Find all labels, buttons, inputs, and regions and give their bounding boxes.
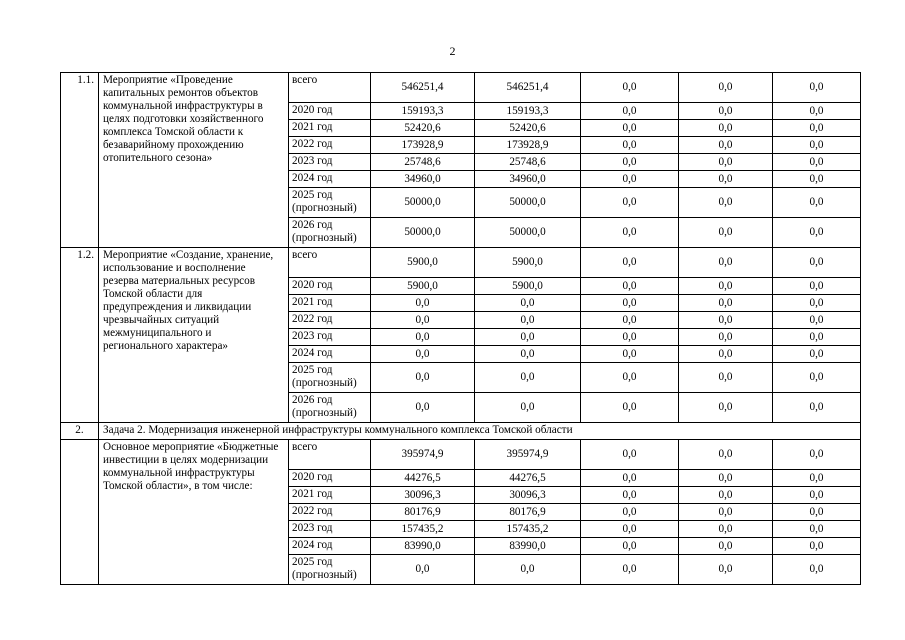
amount-cell: 0,0 xyxy=(475,555,581,585)
amount-cell: 0,0 xyxy=(475,329,581,346)
amount-cell: 83990,0 xyxy=(475,538,581,555)
amount-cell: 0,0 xyxy=(581,278,679,295)
amount-cell: 0,0 xyxy=(581,555,679,585)
amount-cell: 0,0 xyxy=(581,521,679,538)
amount-cell: 50000,0 xyxy=(371,218,475,248)
amount-cell: 0,0 xyxy=(371,555,475,585)
amount-cell: 0,0 xyxy=(773,329,861,346)
amount-cell: 44276,5 xyxy=(475,470,581,487)
amount-cell: 0,0 xyxy=(679,487,773,504)
amount-cell: 0,0 xyxy=(679,248,773,278)
amount-cell: 0,0 xyxy=(773,363,861,393)
amount-cell: 159193,3 xyxy=(475,103,581,120)
period-label: всего xyxy=(289,73,371,103)
amount-cell: 0,0 xyxy=(581,73,679,103)
amount-cell: 0,0 xyxy=(371,346,475,363)
amount-cell: 0,0 xyxy=(679,470,773,487)
amount-cell: 0,0 xyxy=(581,329,679,346)
amount-cell: 50000,0 xyxy=(475,218,581,248)
amount-cell: 0,0 xyxy=(773,278,861,295)
period-label: 2020 год xyxy=(289,470,371,487)
period-label: 2026 год (прогнозный) xyxy=(289,393,371,423)
amount-cell: 173928,9 xyxy=(475,137,581,154)
amount-cell: 52420,6 xyxy=(371,120,475,137)
amount-cell: 0,0 xyxy=(679,171,773,188)
amount-cell: 44276,5 xyxy=(371,470,475,487)
amount-cell: 0,0 xyxy=(773,171,861,188)
amount-cell: 0,0 xyxy=(679,73,773,103)
amount-cell: 0,0 xyxy=(679,312,773,329)
amount-cell: 25748,6 xyxy=(475,154,581,171)
amount-cell: 0,0 xyxy=(773,555,861,585)
amount-cell: 0,0 xyxy=(773,218,861,248)
amount-cell: 0,0 xyxy=(581,248,679,278)
amount-cell: 0,0 xyxy=(773,538,861,555)
amount-cell: 0,0 xyxy=(773,393,861,423)
amount-cell: 157435,2 xyxy=(371,521,475,538)
amount-cell: 0,0 xyxy=(581,470,679,487)
amount-cell: 546251,4 xyxy=(475,73,581,103)
period-label: 2023 год xyxy=(289,329,371,346)
amount-cell: 30096,3 xyxy=(371,487,475,504)
table-row xyxy=(61,440,861,470)
amount-cell: 0,0 xyxy=(581,504,679,521)
amount-cell: 0,0 xyxy=(773,188,861,218)
amount-cell: 0,0 xyxy=(581,538,679,555)
amount-cell: 0,0 xyxy=(679,440,773,470)
amount-cell: 0,0 xyxy=(475,393,581,423)
amount-cell: 0,0 xyxy=(581,312,679,329)
amount-cell: 0,0 xyxy=(679,393,773,423)
amount-cell: 0,0 xyxy=(679,120,773,137)
amount-cell: 50000,0 xyxy=(371,188,475,218)
amount-cell: 159193,3 xyxy=(371,103,475,120)
amount-cell: 0,0 xyxy=(679,154,773,171)
amount-cell: 0,0 xyxy=(581,295,679,312)
amount-cell: 0,0 xyxy=(773,73,861,103)
amount-cell: 0,0 xyxy=(679,188,773,218)
amount-cell: 157435,2 xyxy=(475,521,581,538)
period-label: 2024 год xyxy=(289,346,371,363)
amount-cell: 0,0 xyxy=(581,154,679,171)
amount-cell: 80176,9 xyxy=(475,504,581,521)
period-label: 2023 год xyxy=(289,154,371,171)
amount-cell: 0,0 xyxy=(581,171,679,188)
period-label: 2021 год xyxy=(289,487,371,504)
amount-cell: 0,0 xyxy=(773,487,861,504)
row-number: 1.2. xyxy=(61,248,99,423)
period-label: 2025 год (прогнозный) xyxy=(289,555,371,585)
period-label: 2022 год xyxy=(289,504,371,521)
amount-cell: 0,0 xyxy=(371,363,475,393)
amount-cell: 0,0 xyxy=(773,103,861,120)
amount-cell: 0,0 xyxy=(773,521,861,538)
amount-cell: 0,0 xyxy=(773,504,861,521)
amount-cell: 0,0 xyxy=(581,346,679,363)
amount-cell: 0,0 xyxy=(679,363,773,393)
amount-cell: 34960,0 xyxy=(371,171,475,188)
amount-cell: 0,0 xyxy=(679,555,773,585)
amount-cell: 0,0 xyxy=(773,470,861,487)
task-number: 2. xyxy=(61,423,99,440)
amount-cell: 0,0 xyxy=(773,137,861,154)
amount-cell: 0,0 xyxy=(773,295,861,312)
table-body xyxy=(61,73,861,585)
period-label: 2020 год xyxy=(289,278,371,295)
table-row xyxy=(61,73,861,103)
amount-cell: 50000,0 xyxy=(475,188,581,218)
amount-cell: 5900,0 xyxy=(475,278,581,295)
amount-cell: 0,0 xyxy=(679,103,773,120)
table-row xyxy=(61,248,861,278)
amount-cell: 0,0 xyxy=(679,538,773,555)
period-label: всего xyxy=(289,440,371,470)
amount-cell: 0,0 xyxy=(773,346,861,363)
amount-cell: 0,0 xyxy=(581,137,679,154)
amount-cell: 0,0 xyxy=(773,312,861,329)
amount-cell: 0,0 xyxy=(581,218,679,248)
amount-cell: 0,0 xyxy=(475,295,581,312)
amount-cell: 0,0 xyxy=(679,137,773,154)
amount-cell: 0,0 xyxy=(773,248,861,278)
period-label: 2022 год xyxy=(289,137,371,154)
amount-cell: 0,0 xyxy=(581,393,679,423)
amount-cell: 0,0 xyxy=(679,346,773,363)
amount-cell: 0,0 xyxy=(371,312,475,329)
amount-cell: 5900,0 xyxy=(371,278,475,295)
task-row xyxy=(61,423,861,440)
amount-cell: 0,0 xyxy=(679,504,773,521)
amount-cell: 0,0 xyxy=(679,329,773,346)
amount-cell: 0,0 xyxy=(371,393,475,423)
amount-cell: 0,0 xyxy=(679,295,773,312)
row-number xyxy=(61,440,99,585)
amount-cell: 0,0 xyxy=(581,363,679,393)
amount-cell: 0,0 xyxy=(475,346,581,363)
row-number: 1.1. xyxy=(61,73,99,248)
event-description: Мероприятие «Проведение капитальных ремонтов объектов коммунальной инфраструктуры в целях подготовки хозяйственного комплекса Томской области к безаварийному прохождению отопительного сезона» xyxy=(99,73,289,248)
amount-cell: 395974,9 xyxy=(475,440,581,470)
amount-cell: 52420,6 xyxy=(475,120,581,137)
amount-cell: 173928,9 xyxy=(371,137,475,154)
period-label: 2021 год xyxy=(289,295,371,312)
amount-cell: 0,0 xyxy=(581,440,679,470)
amount-cell: 0,0 xyxy=(581,487,679,504)
page-number: 2 xyxy=(449,44,456,58)
amount-cell: 34960,0 xyxy=(475,171,581,188)
period-label: 2025 год (прогнозный) xyxy=(289,363,371,393)
period-label: 2024 год xyxy=(289,171,371,188)
amount-cell: 0,0 xyxy=(475,363,581,393)
period-label: 2020 год xyxy=(289,103,371,120)
period-label: 2025 год (прогнозный) xyxy=(289,188,371,218)
period-label: 2026 год (прогнозный) xyxy=(289,218,371,248)
amount-cell: 546251,4 xyxy=(371,73,475,103)
period-label: 2022 год xyxy=(289,312,371,329)
amount-cell: 5900,0 xyxy=(475,248,581,278)
amount-cell: 0,0 xyxy=(475,312,581,329)
amount-cell: 0,0 xyxy=(773,440,861,470)
amount-cell: 0,0 xyxy=(371,329,475,346)
amount-cell: 0,0 xyxy=(371,295,475,312)
financing-table xyxy=(60,72,861,585)
amount-cell: 0,0 xyxy=(773,120,861,137)
period-label: 2021 год xyxy=(289,120,371,137)
amount-cell: 0,0 xyxy=(581,103,679,120)
amount-cell: 25748,6 xyxy=(371,154,475,171)
event-description: Основное мероприятие «Бюджетные инвестиции в целях модернизации коммунальной инфраструктуры Томской области», в том числе: xyxy=(99,440,289,585)
amount-cell: 0,0 xyxy=(581,120,679,137)
amount-cell: 0,0 xyxy=(679,521,773,538)
amount-cell: 83990,0 xyxy=(371,538,475,555)
amount-cell: 0,0 xyxy=(773,154,861,171)
amount-cell: 5900,0 xyxy=(371,248,475,278)
period-label: всего xyxy=(289,248,371,278)
period-label: 2024 год xyxy=(289,538,371,555)
event-description: Мероприятие «Создание, хранение, использование и восполнение резерва материальных ресурсов Томской области для предупреждения и ликвидации чрезвычайных ситуаций межмуниципального и регионального характера» xyxy=(99,248,289,423)
amount-cell: 395974,9 xyxy=(371,440,475,470)
period-label: 2023 год xyxy=(289,521,371,538)
amount-cell: 0,0 xyxy=(679,218,773,248)
task-title: Задача 2. Модернизация инженерной инфраструктуры коммунального комплекса Томской области xyxy=(99,423,861,440)
amount-cell: 80176,9 xyxy=(371,504,475,521)
amount-cell: 0,0 xyxy=(679,278,773,295)
amount-cell: 0,0 xyxy=(581,188,679,218)
amount-cell: 30096,3 xyxy=(475,487,581,504)
